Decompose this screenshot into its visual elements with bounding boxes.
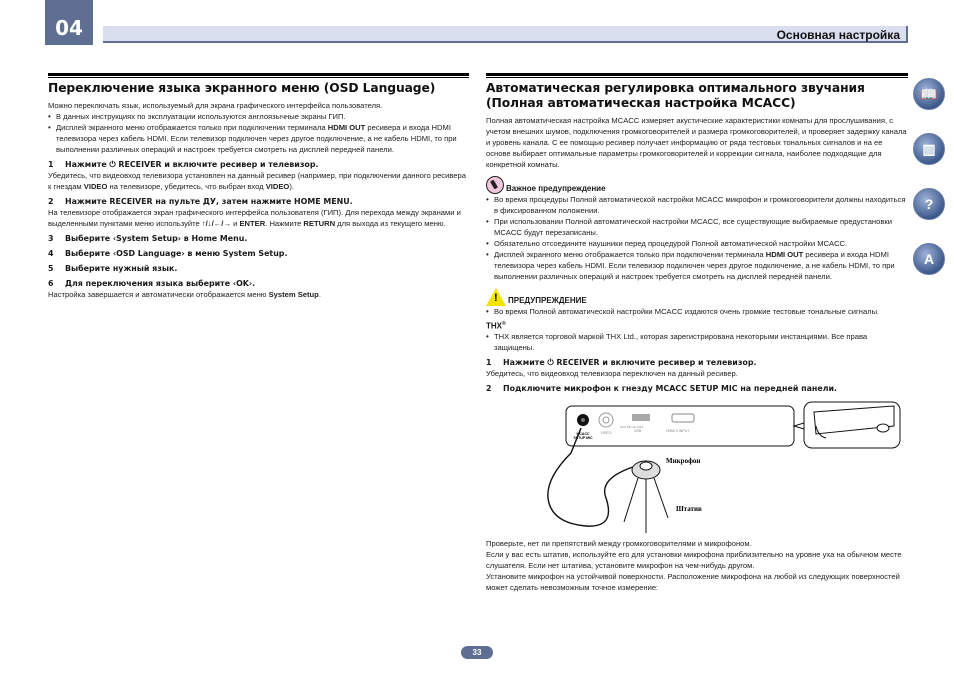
header-section-title: Основная настройка xyxy=(776,28,900,42)
step-heading: 1 Нажмите ⏻ RECEIVER и включите ресивер и телевизор. xyxy=(48,160,319,169)
glossary-abc-icon[interactable]: A xyxy=(913,243,945,275)
osd-language-title: Переключение языка экранного меню (OSD Language) xyxy=(48,81,436,95)
osd-bullets xyxy=(48,111,469,155)
thx-bullets xyxy=(486,331,908,353)
step-heading: 4 Выберите ‹OSD Language› в меню System Setup. xyxy=(48,249,288,258)
step-heading: 2 Подключите микрофон к гнезду MCACC SETUP MIC на передней панели. xyxy=(486,383,838,393)
tripod-leg xyxy=(654,478,668,518)
page-number: 33 xyxy=(461,646,493,659)
outro-text: Установите микрофон на устойчивой поверхности. Расположение микрофона на любой из следующих поверхностей может сделать невозможным точное измерение: xyxy=(486,571,900,592)
caution-bullets xyxy=(486,306,908,317)
video-label: VIDEO xyxy=(600,430,612,435)
osd-intro: Можно переключать язык, используемый для экрана графического интерфейса пользователя. xyxy=(48,101,383,110)
caution-heading: ! ПРЕДУПРЕЖДЕНИЕ xyxy=(486,288,908,306)
mic-connection-diagram xyxy=(486,398,908,538)
thx-heading: THX® xyxy=(486,321,506,331)
section-rule xyxy=(486,73,908,78)
chapter-badge xyxy=(45,0,93,45)
mic-label: Микрофон xyxy=(666,456,701,465)
step-heading: 6 Для переключения языка выберите ‹OK›. xyxy=(48,279,256,288)
bullet-item: • Во время процедуры Полной автоматической настройки MCACC микрофон и громкоговорители должны находиться в фиксированном положении. xyxy=(486,194,908,216)
bullet-item: • Обязательно отсоедините наушники перед процедурой Полной автоматической настройки MCACC. xyxy=(486,238,908,249)
mcacc-intro: Полная автоматическая настройка MCACC измеряет акустические характеристики комнаты для прослушивания, с учетом внешних шумов, подключения громкоговорителей и размера громкоговорителей, и проверяет задержку канала и уровень канала. С ее помощью ресивер получает информацию от ряда тестовых тональных сигналов и на ее основе выбирает оптимальные параметры громкоговорителей и коррекции сигнала, наиболее подходящие для конкретной комнаты. xyxy=(486,116,907,169)
jack-label: SETUP MIC xyxy=(573,435,593,440)
bullet-item: • При использовании Полной автоматической настройки MCACC, все существующие выбираемые предустановки MCACC будут перезаписаны. xyxy=(486,216,908,238)
right-column xyxy=(486,73,908,593)
important-pin-icon xyxy=(486,176,504,194)
important-bullets xyxy=(486,194,908,282)
bullet-item: • Во время Полной автоматической настройки MCACC издаются очень громкие тестовые тональные сигналы. xyxy=(486,306,908,317)
hdmi-port xyxy=(672,414,694,422)
step-text: Убедитесь, что видеовход телевизора установлен на данный ресивер (например, при подключении данного ресивера к гнездам VIDEO на телевизоре, убедитесь, что выбран вход VIDEO). xyxy=(48,171,466,191)
ipod-label: iPod iPhone iPad xyxy=(620,424,644,429)
step-heading: 2 Нажмите RECEIVER на пульте ДУ, затем нажмите HOME MENU. xyxy=(48,197,353,206)
remote-receiver-icon[interactable]: ▥ xyxy=(913,133,945,165)
bullet-item: • Дисплей экранного меню отображается только при подключении терминала HDMI OUT ресивера и входа HDMI телевизора через кабель HDMI. Если телевизор подключен через другое подключение, а не кабель HDMI, то при выполнении различных операций и настроек требуется смотреть на дисплей передней панели. xyxy=(48,122,469,155)
left-column xyxy=(48,73,469,300)
step-text: Убедитесь, что видеовход телевизора переключен на данный ресивер. xyxy=(486,368,738,378)
usb-label: USB xyxy=(634,428,642,433)
step-heading: 3 Выберите ‹System Setup› в Home Menu. xyxy=(48,234,248,243)
step-text: Настройка завершается и автоматически отображается меню System Setup. xyxy=(48,290,321,299)
warning-triangle-icon: ! xyxy=(486,288,506,306)
outro-text: Если у вас есть штатив, используйте его для установки микрофона приблизительно на уровне уха на обычном месте слушателя. Если нет штатива, установите микрофон на чем-нибудь другом. xyxy=(486,549,902,570)
troubleshoot-icon[interactable]: ? xyxy=(913,188,945,220)
tripod-leg xyxy=(624,478,638,522)
mcacc-title: Автоматическая регулировка оптимального звучания (Полная автоматическая настройка MCACC) xyxy=(486,81,865,110)
bullet-item: • THX является торговой маркой THX Ltd., которая зарегистрирована некоторыми инстанциями. Все права защищены. xyxy=(486,331,908,353)
side-navigation xyxy=(913,78,949,298)
step-heading: 5 Выберите нужный язык. xyxy=(48,264,178,273)
step-heading: 1 Нажмите ⏻ RECEIVER и включите ресивер и телевизор. xyxy=(486,357,757,367)
jack-label: MCACC xyxy=(576,431,590,436)
front-panel xyxy=(566,406,794,446)
finger xyxy=(877,424,889,432)
tripod-label: Штатив xyxy=(676,504,702,513)
usb-port xyxy=(632,414,650,421)
diagram-svg xyxy=(486,398,908,538)
section-rule xyxy=(48,73,469,78)
step-text: На телевизоре отображается экран графического интерфейса пользователя (ГИП). Для перехода между экранами и выделенными пунктами меню используйте ↑/↓/←/→ и ENTER. Нажмите RETURN для выхода из текущего меню. xyxy=(48,208,461,228)
bullet-item: • В данных инструкциях по эксплуатации используются англоязычные экраны ГИП. xyxy=(48,111,469,122)
book-icon[interactable]: 📖 xyxy=(913,78,945,110)
header-bar xyxy=(103,26,908,43)
hdmi-label: HDMI 5 INPUT xyxy=(666,428,690,433)
important-warning-heading: Важное предупреждение xyxy=(486,176,908,194)
outro-text: Проверьте, нет ли препятствий между громкоговорителями и микрофоном. xyxy=(486,538,752,548)
bullet-item: • Дисплей экранного меню отображается только при подключении терминала HDMI OUT ресивера и входа HDMI телевизора через кабель HDMI. Если телевизор подключен через другое подключение, а не кабель HDMI, то при выполнении различных операций и настроек требуется смотреть на дисплей передней панели. xyxy=(486,249,908,282)
chapter-number: 04 xyxy=(55,16,83,40)
